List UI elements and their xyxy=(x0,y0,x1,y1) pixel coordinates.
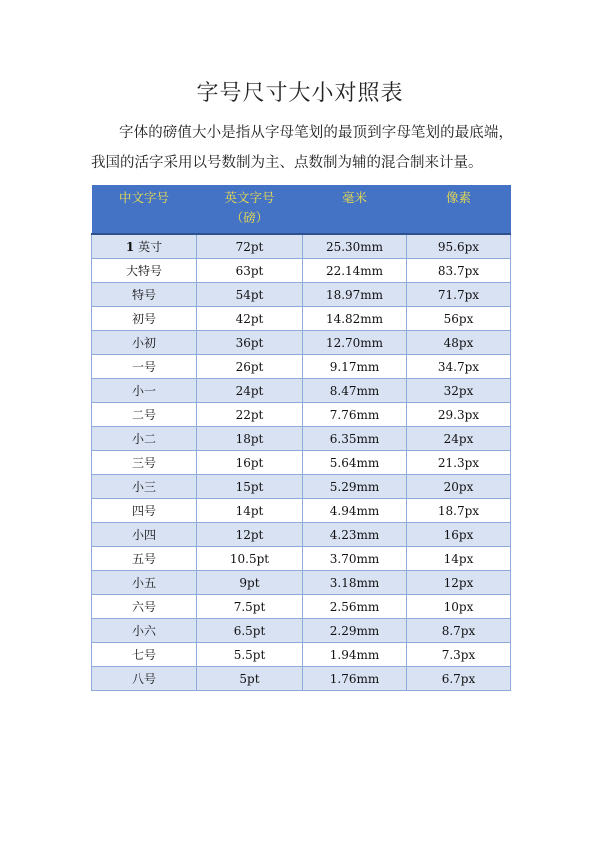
cell-english-size: 72pt xyxy=(197,234,303,259)
header-pixel-label: 像素 xyxy=(445,190,471,205)
cell-millimeter: 1.94mm xyxy=(303,643,407,667)
cell-chinese-size: 1 英寸 xyxy=(92,234,197,259)
table-row xyxy=(92,307,511,331)
cell-chinese-size: 一号 xyxy=(92,355,197,379)
table-row xyxy=(92,547,511,571)
table-row xyxy=(92,403,511,427)
header-millimeter-label: 毫米 xyxy=(341,190,367,205)
cell-millimeter: 1.76mm xyxy=(303,667,407,691)
cell-pixel: 14px xyxy=(407,547,511,571)
cell-english-size: 42pt xyxy=(197,307,303,331)
cell-english-size: 18pt xyxy=(197,427,303,451)
cell-chinese-size: 小二 xyxy=(92,427,197,451)
intro-paragraph: 字体的磅值大小是指从字母笔划的最顶到字母笔划的最底端，我国的活字采用以号数制为主、点数制为辅的混合制来计量。 xyxy=(91,125,513,171)
cell-pixel: 18.7px xyxy=(407,499,511,523)
page-title: 字号尺寸大小对照表 xyxy=(196,81,404,106)
cell-chinese-size: 五号 xyxy=(92,547,197,571)
table-row xyxy=(92,523,511,547)
header-english-line1: 英文字号 xyxy=(224,190,275,205)
cell-millimeter: 9.17mm xyxy=(303,355,407,379)
cell-millimeter: 8.47mm xyxy=(303,379,407,403)
cell-pixel: 8.7px xyxy=(407,619,511,643)
cell-pixel: 6.7px xyxy=(407,667,511,691)
cell-millimeter: 5.29mm xyxy=(303,475,407,499)
cell-english-size: 7.5pt xyxy=(197,595,303,619)
cell-english-size: 12pt xyxy=(197,523,303,547)
cell-pixel: 48px xyxy=(407,331,511,355)
cell-pixel: 32px xyxy=(407,379,511,403)
table-row xyxy=(92,355,511,379)
cell-chinese-size: 小五 xyxy=(92,571,197,595)
cell-english-size: 36pt xyxy=(197,331,303,355)
table-row xyxy=(92,259,511,283)
cell-english-size: 9pt xyxy=(197,571,303,595)
header-pixel xyxy=(407,185,511,234)
cell-pixel: 56px xyxy=(407,307,511,331)
cell-english-size: 63pt xyxy=(197,259,303,283)
table-row xyxy=(92,427,511,451)
cell-english-size: 6.5pt xyxy=(197,619,303,643)
cell-english-size: 10.5pt xyxy=(197,547,303,571)
cell-english-size: 15pt xyxy=(197,475,303,499)
table-row xyxy=(92,571,511,595)
cell-millimeter: 4.94mm xyxy=(303,499,407,523)
cell-millimeter: 12.70mm xyxy=(303,331,407,355)
cell-pixel: 34.7px xyxy=(407,355,511,379)
cell-millimeter: 2.56mm xyxy=(303,595,407,619)
cell-chinese-size: 小一 xyxy=(92,379,197,403)
table-row xyxy=(92,234,511,259)
table-row xyxy=(92,379,511,403)
cell-millimeter: 18.97mm xyxy=(303,283,407,307)
cell-pixel: 20px xyxy=(407,475,511,499)
header-chinese-size-label: 中文字号 xyxy=(118,190,169,205)
cell-millimeter: 14.82mm xyxy=(303,307,407,331)
cell-millimeter: 7.76mm xyxy=(303,403,407,427)
cell-chinese-size: 小四 xyxy=(92,523,197,547)
cell-chinese-size: 初号 xyxy=(92,307,197,331)
header-chinese-size xyxy=(92,185,197,234)
cell-pixel: 21.3px xyxy=(407,451,511,475)
cell-pixel: 10px xyxy=(407,595,511,619)
cell-pixel: 12px xyxy=(407,571,511,595)
cell-millimeter: 25.30mm xyxy=(303,234,407,259)
table-row xyxy=(92,643,511,667)
table-row xyxy=(92,331,511,355)
cell-chinese-size: 小初 xyxy=(92,331,197,355)
cell-chinese-size: 大特号 xyxy=(92,259,197,283)
cell-millimeter: 2.29mm xyxy=(303,619,407,643)
font-size-table xyxy=(91,185,511,691)
cell-pixel: 7.3px xyxy=(407,643,511,667)
table-row xyxy=(92,667,511,691)
cell-millimeter: 3.70mm xyxy=(303,547,407,571)
cell-chinese-size: 特号 xyxy=(92,283,197,307)
table-row xyxy=(92,619,511,643)
cell-pixel: 29.3px xyxy=(407,403,511,427)
cell-english-size: 16pt xyxy=(197,451,303,475)
cell-chinese-size: 二号 xyxy=(92,403,197,427)
cell-pixel: 71.7px xyxy=(407,283,511,307)
cell-chinese-size: 三号 xyxy=(92,451,197,475)
cell-chinese-size: 小三 xyxy=(92,475,197,499)
cell-pixel: 16px xyxy=(407,523,511,547)
cell-english-size: 14pt xyxy=(197,499,303,523)
table-row xyxy=(92,283,511,307)
cell-pixel: 95.6px xyxy=(407,234,511,259)
cell-english-size: 5pt xyxy=(197,667,303,691)
cell-chinese-size: 小六 xyxy=(92,619,197,643)
cell-pixel: 83.7px xyxy=(407,259,511,283)
cell-english-size: 5.5pt xyxy=(197,643,303,667)
table-row xyxy=(92,475,511,499)
cell-chinese-size: 八号 xyxy=(92,667,197,691)
cell-pixel: 24px xyxy=(407,427,511,451)
table-row xyxy=(92,499,511,523)
cell-millimeter: 22.14mm xyxy=(303,259,407,283)
cell-chinese-size: 七号 xyxy=(92,643,197,667)
cell-english-size: 22pt xyxy=(197,403,303,427)
cell-millimeter: 5.64mm xyxy=(303,451,407,475)
cell-millimeter: 3.18mm xyxy=(303,571,407,595)
header-english-size xyxy=(197,185,303,234)
cell-english-size: 26pt xyxy=(197,355,303,379)
header-english-size-label xyxy=(197,185,303,228)
cell-english-size: 54pt xyxy=(197,283,303,307)
table-header xyxy=(92,185,511,234)
header-millimeter xyxy=(303,185,407,234)
table-row xyxy=(92,451,511,475)
table-body xyxy=(92,234,511,691)
cell-chinese-size: 四号 xyxy=(92,499,197,523)
cell-english-size: 24pt xyxy=(197,379,303,403)
cell-millimeter: 6.35mm xyxy=(303,427,407,451)
cell-chinese-size: 六号 xyxy=(92,595,197,619)
header-english-line2: （磅） xyxy=(230,210,269,225)
table-row xyxy=(92,595,511,619)
cell-millimeter: 4.23mm xyxy=(303,523,407,547)
